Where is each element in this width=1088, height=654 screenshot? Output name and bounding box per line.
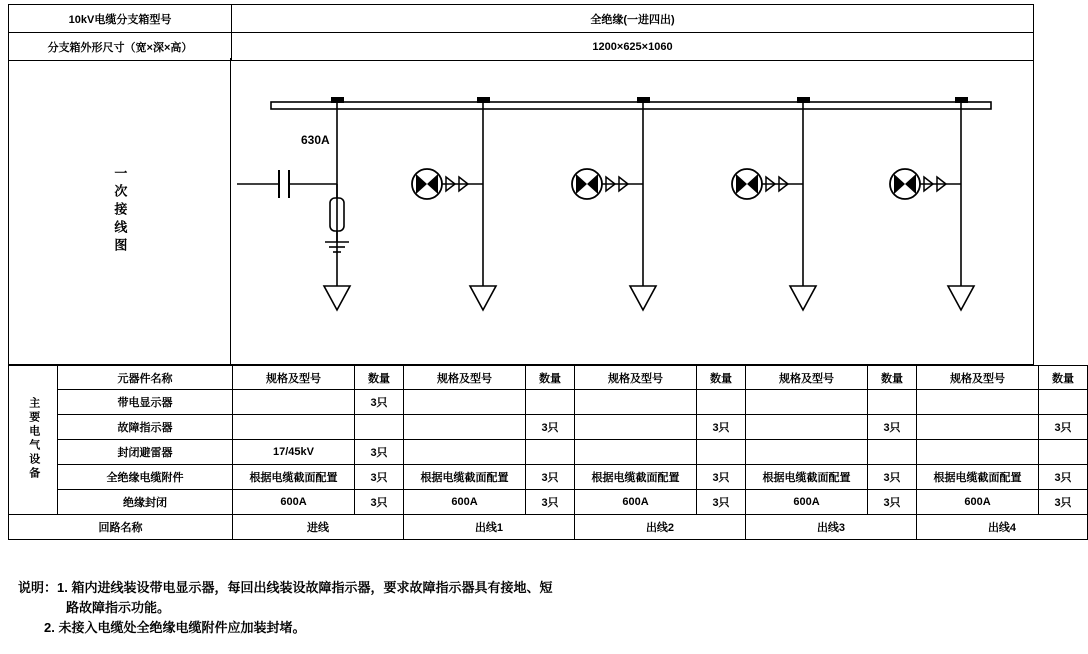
component-spec bbox=[746, 440, 868, 465]
component-qty: 3只 bbox=[526, 465, 575, 490]
column-header-qty-2: 数量 bbox=[526, 366, 575, 390]
table-header-row bbox=[9, 366, 1088, 390]
component-name: 封闭避雷器 bbox=[58, 440, 233, 465]
incoming-feeder-group bbox=[237, 97, 350, 310]
component-table bbox=[8, 365, 1088, 540]
component-qty bbox=[868, 390, 917, 415]
cable-termination-icon bbox=[470, 286, 496, 310]
column-header-name: 元器件名称 bbox=[58, 366, 233, 390]
cable-termination-icon bbox=[324, 286, 350, 310]
component-spec: 根据电缆截面配置 bbox=[746, 465, 868, 490]
cable-termination-icon bbox=[630, 286, 656, 310]
component-qty bbox=[355, 415, 404, 440]
fault-indicator-icon bbox=[890, 169, 961, 199]
circuit-name-label: 回路名称 bbox=[9, 515, 233, 540]
component-spec: 根据电缆截面配置 bbox=[575, 465, 697, 490]
cable-termination-icon bbox=[790, 286, 816, 310]
outgoing-feeder-group-1 bbox=[412, 97, 496, 310]
component-qty: 3只 bbox=[355, 390, 404, 415]
component-spec bbox=[404, 390, 526, 415]
component-spec: 根据电缆截面配置 bbox=[917, 465, 1039, 490]
column-header-qty-5: 数量 bbox=[1039, 366, 1088, 390]
outgoing-feeder-group-2 bbox=[572, 97, 656, 310]
header-table bbox=[8, 4, 1034, 61]
header-label-dimensions: 分支箱外形尺寸（宽×深×高） bbox=[9, 33, 232, 61]
outgoing-feeder-group-4 bbox=[890, 97, 974, 310]
component-qty: 3只 bbox=[697, 490, 746, 515]
component-spec: 600A bbox=[575, 490, 697, 515]
component-spec bbox=[575, 415, 697, 440]
outgoing-feeder-group-3 bbox=[732, 97, 816, 310]
column-header-qty-1: 数量 bbox=[355, 366, 404, 390]
component-spec bbox=[746, 415, 868, 440]
circuit-name-incoming: 进线 bbox=[233, 515, 404, 540]
component-qty: 3只 bbox=[697, 465, 746, 490]
table-row bbox=[9, 440, 1088, 465]
cable-termination-icon bbox=[948, 286, 974, 310]
component-qty: 3只 bbox=[868, 415, 917, 440]
busbar-rating-label: 630A bbox=[301, 133, 330, 147]
component-spec bbox=[746, 390, 868, 415]
note-line-3: 2. 未接入电缆处全绝缘电缆附件应加装封堵。 bbox=[44, 620, 306, 636]
component-spec bbox=[575, 440, 697, 465]
component-qty: 3只 bbox=[1039, 415, 1088, 440]
header-value-dimensions: 1200×625×1060 bbox=[232, 33, 1034, 61]
component-qty: 3只 bbox=[355, 465, 404, 490]
disconnect-symbol-icon bbox=[237, 170, 337, 198]
fault-indicator-icon bbox=[572, 169, 643, 199]
circuit-name-outgoing-1: 出线1 bbox=[404, 515, 575, 540]
table-row bbox=[9, 33, 1034, 61]
component-table-side-label: 主要电气设备 bbox=[9, 366, 58, 515]
component-spec bbox=[917, 440, 1039, 465]
component-name: 绝缘封闭 bbox=[58, 490, 233, 515]
single-line-diagram-area bbox=[8, 58, 1034, 365]
note-line-1: 说明：1. 箱内进线装设带电显示器，每回出线装设故障指示器，要求故障指示器具有接地、短 bbox=[18, 580, 553, 595]
table-row bbox=[9, 390, 1088, 415]
component-spec: 根据电缆截面配置 bbox=[233, 465, 355, 490]
table-row bbox=[9, 5, 1034, 33]
component-spec bbox=[233, 390, 355, 415]
component-spec: 600A bbox=[404, 490, 526, 515]
component-qty: 3只 bbox=[355, 440, 404, 465]
component-qty bbox=[697, 390, 746, 415]
component-qty: 3只 bbox=[868, 465, 917, 490]
circuit-name-outgoing-3: 出线3 bbox=[746, 515, 917, 540]
diagram-side-label-text: 一次接线图 bbox=[112, 166, 128, 256]
note-line-2: 路故障指示功能。 bbox=[66, 600, 171, 616]
diagram-side-label bbox=[9, 58, 231, 364]
component-spec: 根据电缆截面配置 bbox=[404, 465, 526, 490]
circuit-name-outgoing-4: 出线4 bbox=[917, 515, 1088, 540]
circuit-name-outgoing-2: 出线2 bbox=[575, 515, 746, 540]
component-spec: 600A bbox=[917, 490, 1039, 515]
column-header-spec-1: 规格及型号 bbox=[233, 366, 355, 390]
component-qty: 3只 bbox=[526, 490, 575, 515]
column-header-spec-5: 规格及型号 bbox=[917, 366, 1039, 390]
component-qty: 3只 bbox=[868, 490, 917, 515]
component-spec: 600A bbox=[746, 490, 868, 515]
column-header-spec-3: 规格及型号 bbox=[575, 366, 697, 390]
column-header-spec-4: 规格及型号 bbox=[746, 366, 868, 390]
component-spec: 17/45kV bbox=[233, 440, 355, 465]
table-row bbox=[9, 415, 1088, 440]
component-qty bbox=[1039, 440, 1088, 465]
fault-indicator-icon bbox=[732, 169, 803, 199]
component-name: 带电显示器 bbox=[58, 390, 233, 415]
component-qty: 3只 bbox=[1039, 490, 1088, 515]
header-label-model: 10kV电缆分支箱型号 bbox=[9, 5, 232, 33]
component-spec bbox=[917, 415, 1039, 440]
component-qty: 3只 bbox=[526, 415, 575, 440]
component-qty bbox=[526, 390, 575, 415]
component-qty: 3只 bbox=[355, 490, 404, 515]
column-header-spec-2: 规格及型号 bbox=[404, 366, 526, 390]
component-qty bbox=[697, 440, 746, 465]
table-row bbox=[9, 490, 1088, 515]
component-qty: 3只 bbox=[1039, 465, 1088, 490]
notes-block bbox=[14, 578, 1014, 638]
component-name: 故障指示器 bbox=[58, 415, 233, 440]
component-spec: 600A bbox=[233, 490, 355, 515]
component-spec bbox=[575, 390, 697, 415]
fault-indicator-icon bbox=[412, 169, 483, 199]
component-name: 全绝缘电缆附件 bbox=[58, 465, 233, 490]
component-spec bbox=[233, 415, 355, 440]
header-value-model: 全绝缘(一进四出) bbox=[232, 5, 1034, 33]
circuit-name-row bbox=[9, 515, 1088, 540]
component-qty bbox=[868, 440, 917, 465]
column-header-qty-4: 数量 bbox=[868, 366, 917, 390]
component-qty: 3只 bbox=[697, 415, 746, 440]
component-spec bbox=[404, 440, 526, 465]
component-qty bbox=[1039, 390, 1088, 415]
component-qty bbox=[526, 440, 575, 465]
busbar-icon bbox=[271, 102, 991, 109]
table-row bbox=[9, 465, 1088, 490]
diagram-canvas bbox=[231, 58, 1033, 363]
component-spec bbox=[404, 415, 526, 440]
column-header-qty-3: 数量 bbox=[697, 366, 746, 390]
component-spec bbox=[917, 390, 1039, 415]
